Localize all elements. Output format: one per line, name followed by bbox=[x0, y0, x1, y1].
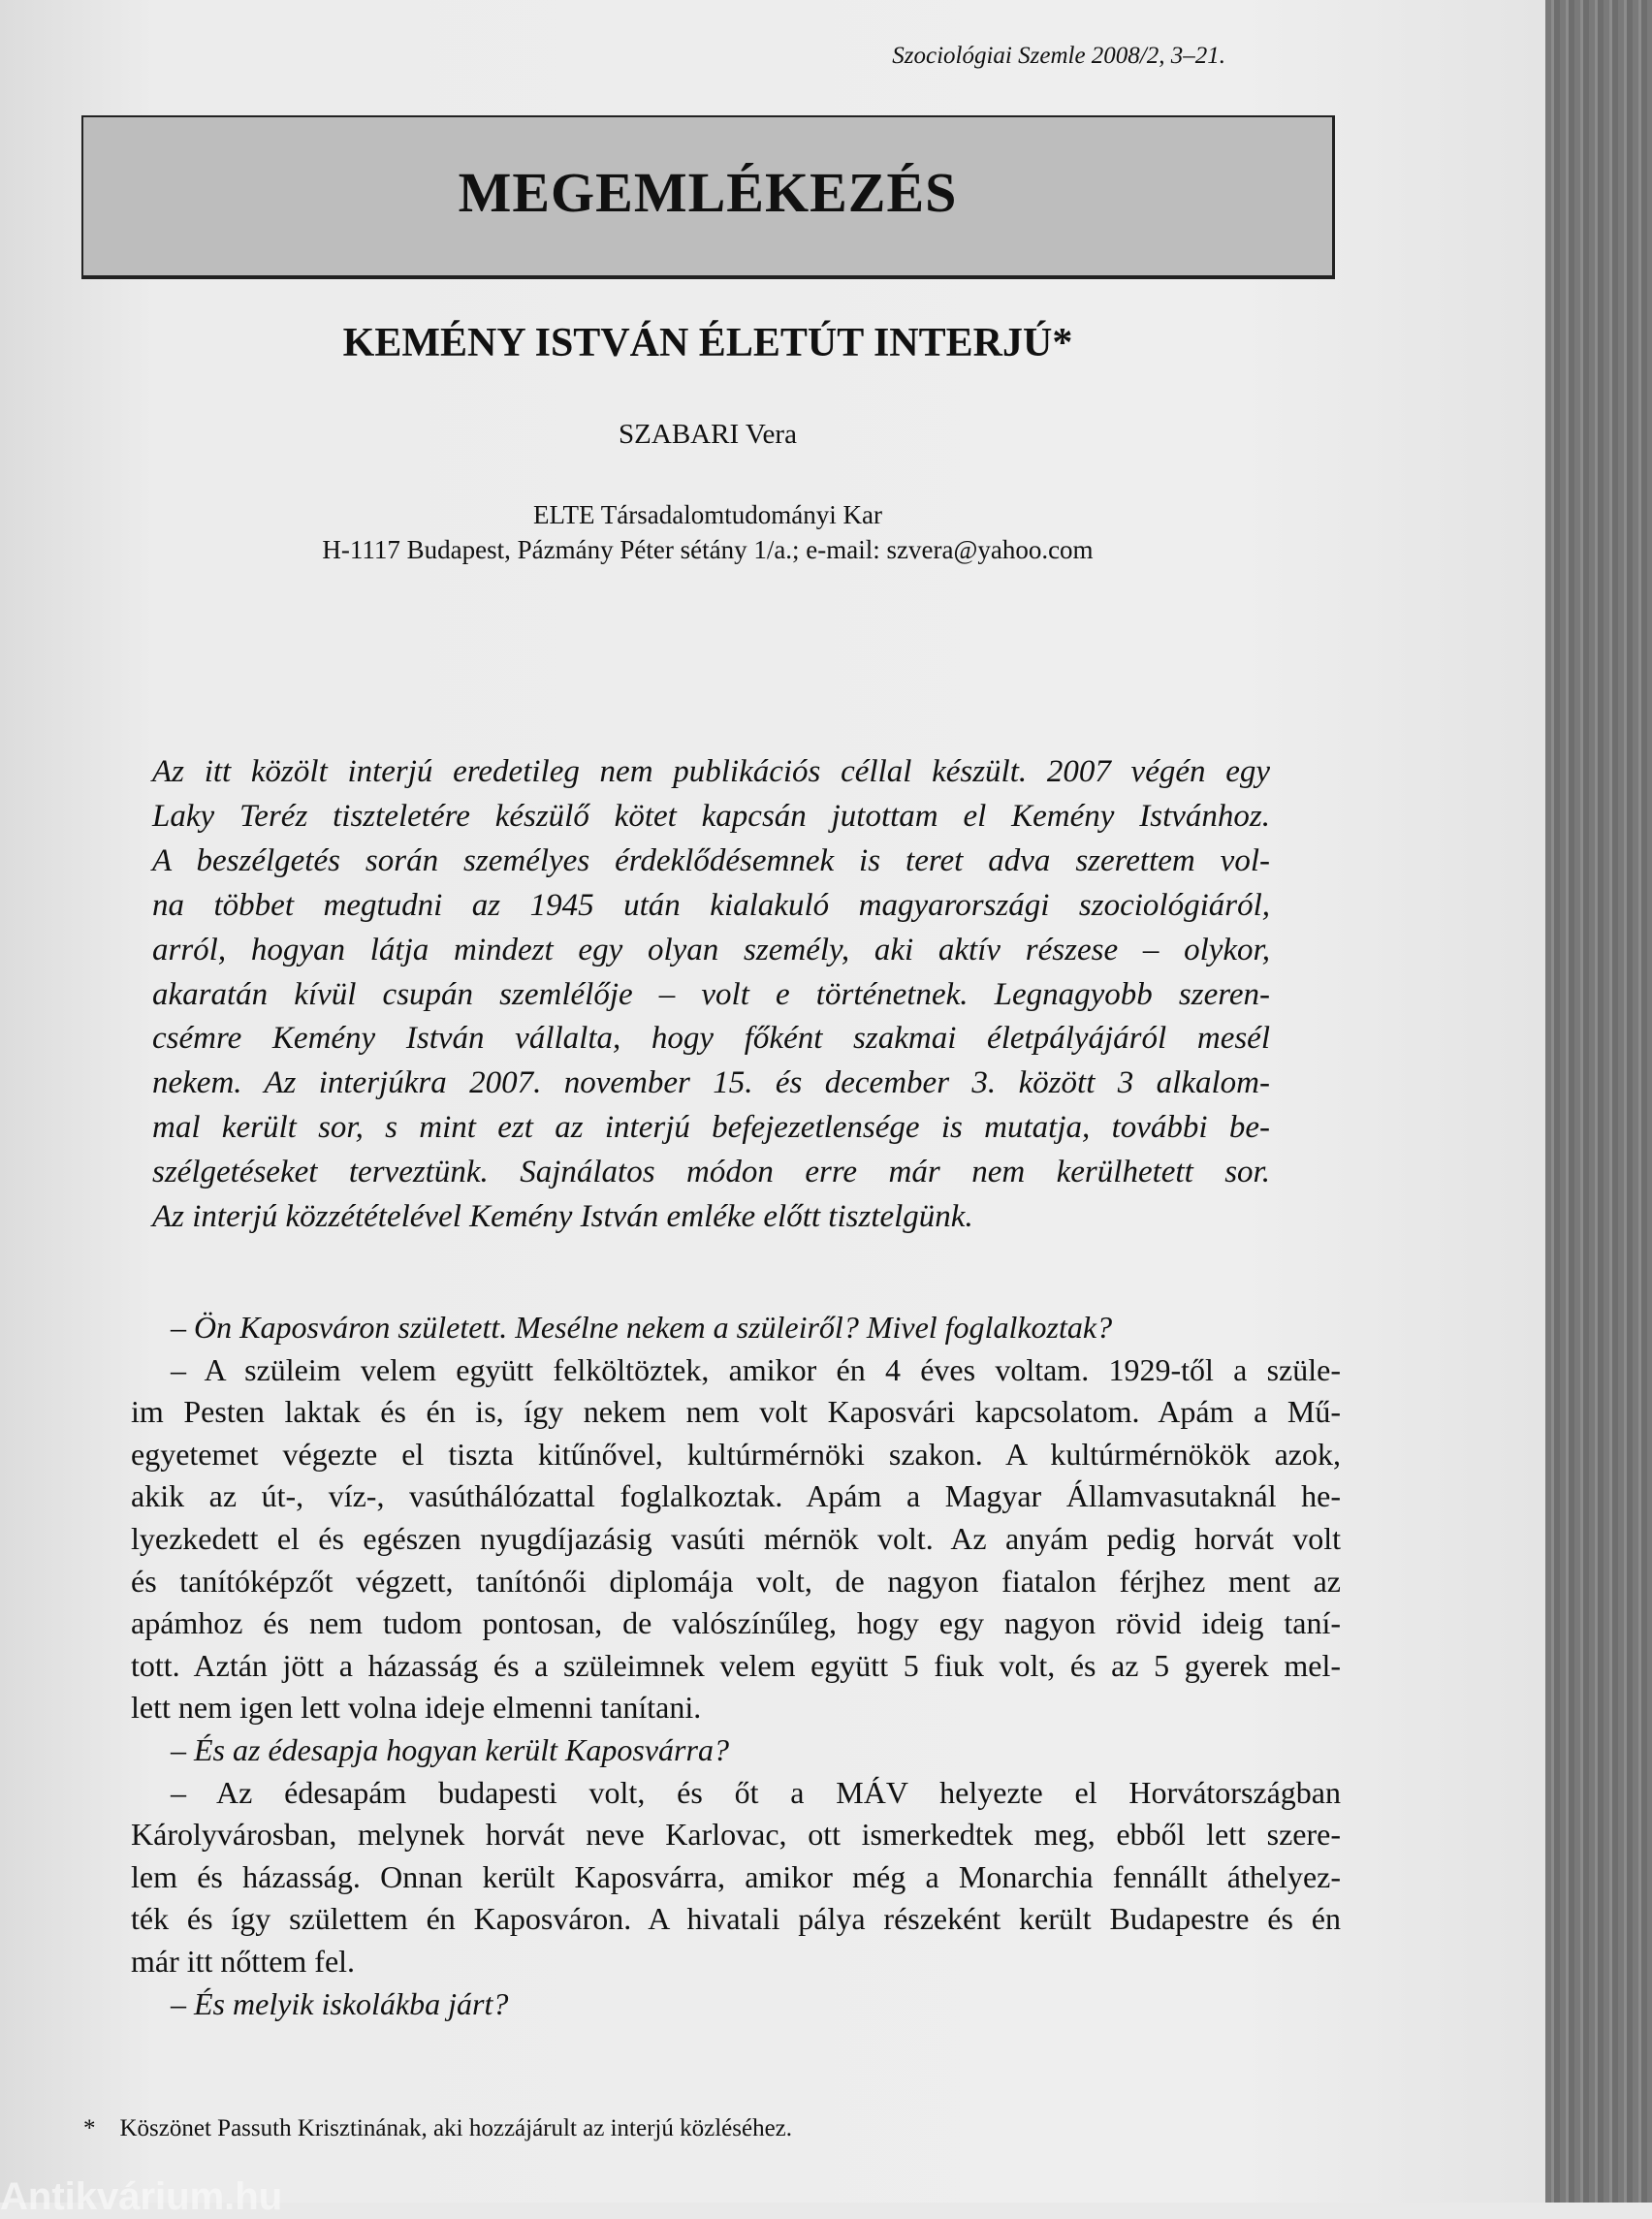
footnote-mark: * bbox=[83, 2115, 96, 2141]
abstract-line: mal került sor, s mint ezt az interjú befejezetlensége is mutatja, további be- bbox=[152, 1110, 1270, 1146]
body-line: – A szüleim velem együtt felköltöztek, amikor én 4 éves voltam. 1929-től a szüle- bbox=[171, 1351, 1341, 1387]
abstract-line: csémre Kemény István vállalta, hogy főként szakmai életpályájáról mesél bbox=[152, 1021, 1270, 1057]
body-line: Károlyvárosban, melynek horvát neve Karlovac, ott ismerkedtek meg, ebből lett szere- bbox=[131, 1817, 1341, 1853]
journal-reference: Szociológiai Szemle 2008/2, 3–21. bbox=[892, 43, 1225, 69]
body-line: apámhoz és nem tudom pontosan, de valószínűleg, hogy egy nagyon rövid ideig taní- bbox=[131, 1605, 1341, 1641]
body-line: – Az édesapám budapesti volt, és őt a MÁV helyezte el Horvátországban bbox=[171, 1774, 1341, 1810]
body-line: im Pesten laktak és én is, így nekem nem volt Kaposvári kapcsolatom. Apám a Mű- bbox=[131, 1394, 1341, 1430]
abstract-line: nekem. Az interjúkra 2007. november 15. és december 3. között 3 alkalom- bbox=[152, 1065, 1270, 1101]
body-line: lett nem igen lett volna ideje elmenni tanítani. bbox=[131, 1690, 702, 1726]
abstract-line: szélgetéseket terveztünk. Sajnálatos módon erre már nem kerülhetett sor. bbox=[152, 1155, 1270, 1190]
body-line: és tanítóképzőt végzett, tanítónői diplomája volt, de nagyon fiatalon férjhez ment az bbox=[131, 1563, 1341, 1599]
abstract-line: A beszélgetés során személyes érdeklődésemnek is teret adva szerettem vol- bbox=[152, 842, 1270, 878]
body-line: már itt nőttem fel. bbox=[131, 1944, 356, 1979]
author-affiliation: ELTE Társadalomtudományi Kar bbox=[533, 500, 882, 529]
abstract-line: Az interjú közzétételével Kemény István emléke előtt tisztelgünk. bbox=[152, 1199, 973, 1234]
abstract-line: Laky Teréz tiszteletére készülő kötet kapcsán jutottam el Kemény Istvánhoz. bbox=[152, 798, 1270, 834]
book-edge bbox=[1545, 0, 1652, 2203]
abstract-line: Az itt közölt interjú eredetileg nem publikációs céllal készült. 2007 végén egy bbox=[152, 754, 1270, 789]
body-line: lem és házasság. Onnan került Kaposvárra, amikor még a Monarchia fennállt áthelyez- bbox=[131, 1858, 1341, 1894]
author-address: H-1117 Budapest, Pázmány Péter sétány 1/a.; e-mail: szvera@yahoo.com bbox=[322, 535, 1094, 564]
section-banner bbox=[81, 115, 1335, 279]
interview-question: – És melyik iskolákba járt? bbox=[171, 1985, 509, 2021]
body-line: egyetemet végezte el tiszta kitűnővel, kultúrmérnöki szakon. A kultúrmérnökök azok, bbox=[131, 1436, 1341, 1472]
interview-question: – És az édesapja hogyan került Kaposvárra? bbox=[171, 1732, 729, 1767]
body-line: lyezkedett el és egészen nyugdíjazásig vasúti mérnök volt. Az anyám pedig horvát volt bbox=[131, 1521, 1341, 1556]
abstract-line: arról, hogyan látja mindezt egy olyan személy, aki aktív részese – olykor, bbox=[152, 932, 1270, 967]
interview-question: – Ön Kaposváron született. Mesélne nekem a szüleiről? Mivel foglalkoztak? bbox=[171, 1310, 1113, 1345]
article-title: KEMÉNY ISTVÁN ÉLETÚT INTERJÚ* bbox=[342, 321, 1073, 365]
footnote-text: Köszönet Passuth Krisztinának, aki hozzájárult az interjú közléséhez. bbox=[119, 2115, 793, 2141]
body-line: tott. Aztán jött a házasság és a szüleimnek velem együtt 5 fiuk volt, és az 5 gyerek mel- bbox=[131, 1647, 1341, 1683]
footnote bbox=[83, 2115, 792, 2142]
section-title: MEGEMLÉKEZÉS bbox=[458, 161, 958, 224]
body-line: akik az út-, víz-, vasúthálózattal foglalkoztak. Apám a Magyar Államvasutaknál he- bbox=[131, 1478, 1341, 1514]
abstract-line: na többet megtudni az 1945 után kialakuló magyarországi szociológiáról, bbox=[152, 887, 1270, 923]
article-author: SZABARI Vera bbox=[619, 419, 797, 450]
body-line: ték és így születtem én Kaposváron. A hivatali pálya részeként került Budapestre és én bbox=[131, 1901, 1341, 1937]
watermark: Antikvárium.hu bbox=[0, 2175, 283, 2218]
abstract-line: akaratán kívül csupán szemlélője – volt e történetnek. Legnagyobb szeren- bbox=[152, 976, 1270, 1012]
